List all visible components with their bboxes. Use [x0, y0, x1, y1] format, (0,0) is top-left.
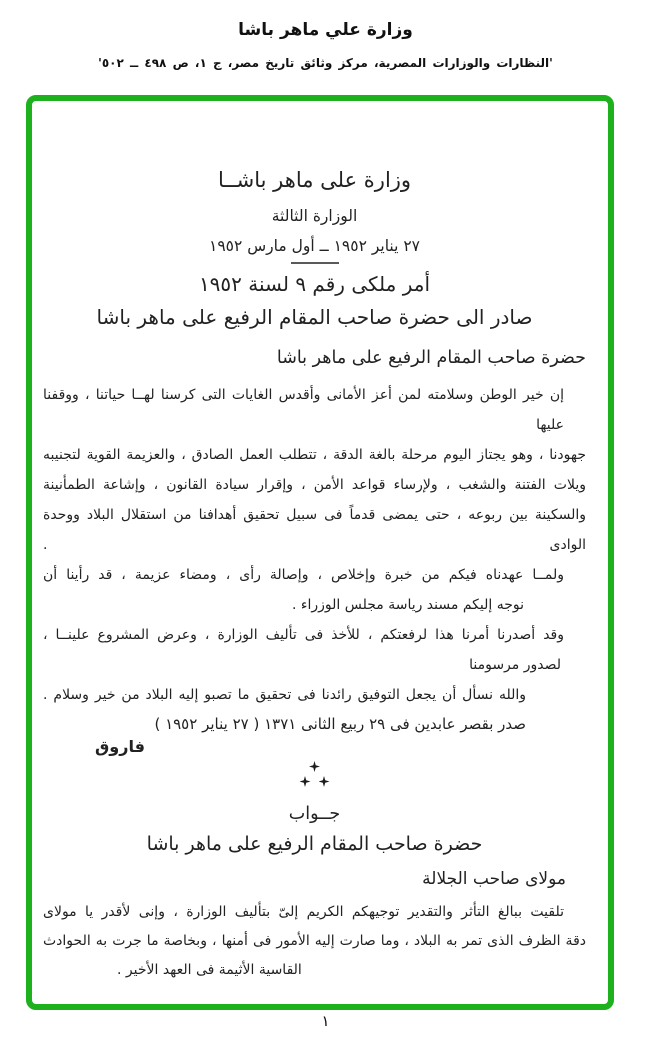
reply-salutation: مولاى صاحب الجلالة: [422, 869, 566, 889]
four-pointed-star-icon: [300, 776, 311, 787]
reply-addressee: حضرة صاحب المقام الرفيع على ماهر باشا: [146, 833, 483, 855]
royal-signature: فاروق: [95, 737, 145, 756]
paragraph-line: دقة الظرف الذى تمر به البلاد ، وما صارت إليه الأمور فى أمنها ، وبخاصة ما جرت به الحوادث: [43, 933, 586, 949]
paragraph-line: ولمــا عهدناه فيكم من خبرة وإخلاص ، وإصالة رأى ، ومضاء عزيمة ، قد رأينا أن: [43, 567, 564, 583]
ministry-ordinal: الوزارة الثالثة: [271, 207, 358, 225]
citation: 'النظارات والوزارات المصرية، مركز وثائق تاريخ مصر، ج ١، ص ٤٩٨ ــ ٥٠٢': [98, 56, 553, 70]
issued-line: صدر بقصر عابدين فى ٢٩ ربيع الثانى ١٣٧١ ( ٢٧ يناير ١٩٥٢ ): [154, 715, 526, 733]
four-pointed-star-icon: [309, 761, 320, 772]
document-frame: [26, 95, 614, 1010]
decree-addressee: صادر الى حضرة صاحب المقام الرفيع على ماهر باشا: [96, 305, 533, 329]
paragraph: [43, 380, 586, 560]
paragraph-line: إن خير الوطن وسلامته لمن أعز الأمانى وأقدس الغايات التى كرسنا لهــا حياتنا ، ووقفنا عليها: [43, 387, 564, 433]
four-pointed-star-icon: [319, 776, 330, 787]
paragraph-line: نوجه إليكم مسند رياسة مجلس الوزراء .: [292, 597, 524, 613]
paragraph-line: والسكينة بين ربوعه ، حتى يمضى قدماً فى سبيل تحقيق أهدافنا من استقلال البلاد ووحدة الوادى .: [43, 507, 586, 553]
ornament: [43, 760, 586, 787]
document-content: [32, 101, 608, 1004]
separator-line: [291, 262, 339, 264]
paragraph-line: ويلات الفتنة والشغب ، ولإرساء قواعد الأمن ، وإقرار سيادة القانون ، وإشاعة الطمأنينة: [43, 477, 586, 493]
paragraph: [43, 680, 586, 710]
salutation: حضرة صاحب المقام الرفيع على ماهر باشا: [276, 348, 586, 368]
paragraph: [43, 620, 586, 680]
reply-heading: جــواب: [288, 804, 341, 824]
page-title: وزارة علي ماهر باشا: [238, 20, 413, 40]
paragraph-line: وقد أصدرنا أمرنا هذا لرفعتكم ، للأخذ فى تأليف الوزارة ، وعرض المشروع علينــا ،: [43, 627, 564, 643]
paragraph-line: والله نسأل أن يجعل التوفيق رائدنا فى تحقيق ما تصبو إليه البلاد من خير وسلام .: [43, 687, 526, 703]
date-range: ٢٧ يناير ١٩٥٢ ــ أول مارس ١٩٥٢: [209, 237, 420, 255]
paragraph-line: تلقيت ببالغ التأثر والتقدير توجيهكم الكريم إلىّ بتأليف الوزارة ، وإنى لأقدر يا مولاى: [43, 904, 564, 920]
paragraph-line: جهودنا ، وهو يجتاز اليوم مرحلة بالغة الدقة ، تتطلب العمل الصادق ، والعزيمة القوية لتجنيبه: [43, 447, 586, 463]
reply-paragraph: [43, 898, 586, 985]
paragraph-line: القاسية الأثيمة فى العهد الأخير .: [117, 962, 302, 978]
paragraph-line: لصدور مرسومنا: [469, 657, 561, 673]
page-number: ١: [321, 1012, 330, 1030]
decree-title: أمر ملكى رقم ٩ لسنة ١٩٥٢: [198, 272, 431, 296]
paragraph: [43, 560, 586, 620]
document-heading: وزارة على ماهر باشــا: [217, 168, 412, 192]
